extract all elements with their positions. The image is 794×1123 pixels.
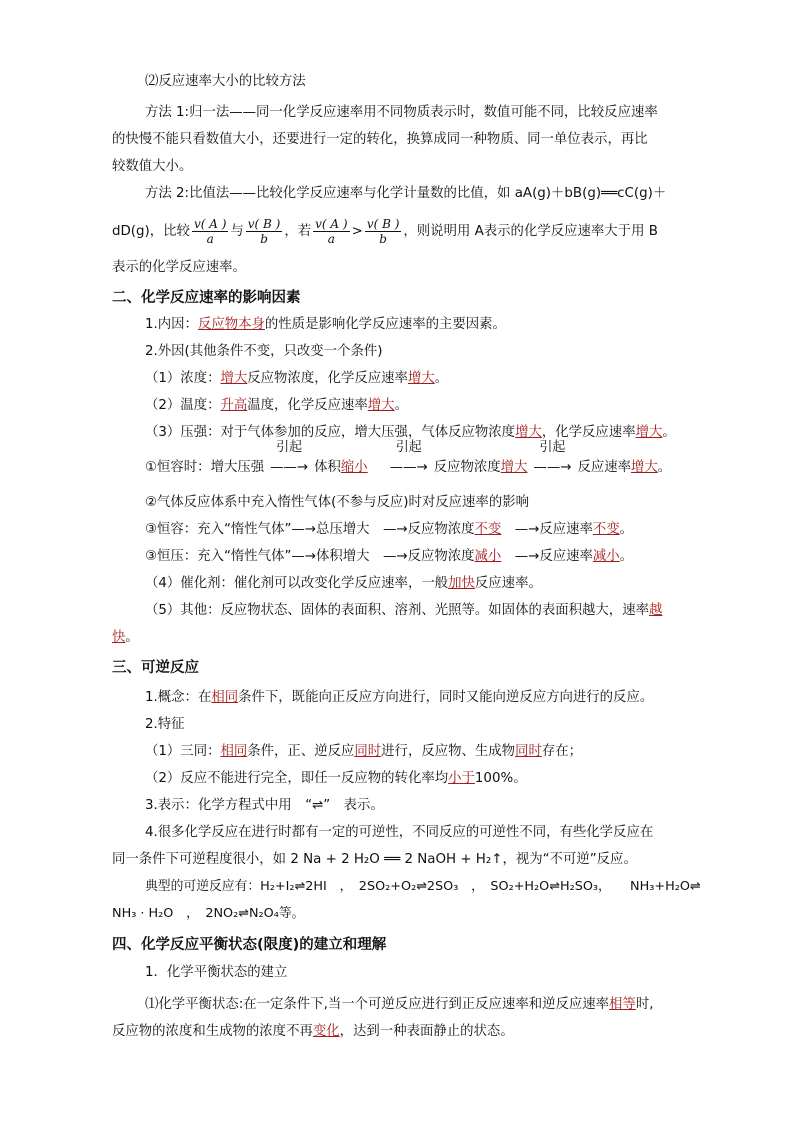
text: 反应速率。: [474, 576, 542, 591]
other-factors-cont: [112, 628, 139, 648]
text: ，化学反应速率: [541, 425, 636, 440]
answer-blank: 不变: [474, 522, 502, 537]
greater-than-sign: >: [351, 224, 363, 239]
arrow-icon: ——→: [270, 460, 309, 475]
arrow-icon: ——→: [533, 460, 572, 475]
text: （2）反应不能进行完全，即任一反应物的转化率均: [145, 771, 449, 786]
answer-blank: 增大: [631, 460, 658, 475]
catalyst-item: [145, 574, 542, 594]
text: 存在；: [541, 744, 583, 759]
arrow-icon: ——→: [389, 460, 428, 475]
text: 。: [434, 371, 449, 386]
concentration-item: [145, 369, 448, 389]
fraction-denominator: a: [327, 231, 335, 246]
text: 进行，反应物、生成物: [381, 744, 516, 759]
text: ③恒容：充入“惰性气体”—→总压增大 —→反应物浓度: [145, 522, 475, 537]
answer-blank: 反应物本身: [197, 317, 265, 332]
fraction-numerator: v( B ): [366, 216, 400, 231]
eq-def-line2: [112, 1022, 514, 1042]
method1-line2: 的快慢不能只看数值大小，还要进行一定的转化，换算成同一种物质、同一单位表示，再比: [112, 132, 648, 147]
fraction-va-over-a: [192, 217, 228, 246]
fraction-numerator: v( A ): [193, 216, 227, 231]
answer-blank: 增大: [367, 398, 395, 413]
method2-line2: [112, 212, 658, 252]
heading-factors: 二、化学反应速率的影响因素: [112, 290, 301, 306]
fraction-va-over-a-2: [313, 217, 349, 246]
note4-line1: 4.很多化学反应在进行时都有一定的可逆性，不同反应的可逆性不同，有些化学反应在: [145, 825, 654, 840]
fraction-denominator: b: [260, 231, 268, 246]
answer-blank: 缩小: [340, 460, 368, 475]
text: 温度，化学反应速率: [247, 398, 368, 413]
fraction-vb-over-b-2: [365, 217, 402, 246]
incomplete-line: [145, 769, 527, 789]
concept-line: [145, 688, 653, 708]
text: （1）三同：: [145, 744, 221, 759]
text: 。: [394, 398, 408, 413]
heading-equilibrium: 四、化学反应平衡状态(限度)的建立和理解: [112, 937, 387, 953]
answer-blank: 同时: [515, 744, 542, 759]
text: —→反应速率: [501, 522, 593, 537]
arrow-causes: [527, 440, 577, 478]
text: ⑴化学平衡状态:在一定条件下,当一个可逆反应进行到正反应速率和逆反应速率: [145, 997, 610, 1012]
text: 1.内因：: [145, 317, 198, 332]
eq-subtitle: 1．化学平衡状态的建立: [145, 965, 288, 980]
text: 反应物浓度，化学反应速率: [247, 371, 408, 386]
answer-blank: 增大: [515, 425, 542, 440]
temperature-item: [145, 396, 408, 416]
text: ③恒压：充入“惰性气体”—→体积增大 —→反应物浓度: [145, 549, 475, 564]
inert-constant-volume: [145, 520, 633, 540]
answer-blank: 增大: [407, 371, 435, 386]
fraction-denominator: a: [206, 231, 214, 246]
text: 体积: [314, 460, 341, 475]
three-same: [145, 742, 582, 762]
text: —→反应速率: [501, 549, 593, 564]
answer-blank: 小于: [448, 771, 475, 786]
method1-line1: 方法 1:归一法——同一化学反应速率用不同物质表示时，数值可能不同，比较反应速率: [145, 105, 658, 120]
method2-text-c: ，若: [284, 224, 312, 239]
arrow-causes: [384, 440, 434, 478]
answer-blank: 快: [112, 630, 126, 645]
text: （4）催化剂：催化剂可以改变化学反应速率，一般: [145, 576, 449, 591]
typical-line1: 典型的可逆反应有：H₂+I₂⇌2HI ， 2SO₂+O₂⇌2SO₃ ， SO₂+H₂O⇌H₂SO₃， NH₃+H₂O⇌: [145, 879, 701, 894]
internal-factor: [145, 315, 506, 335]
text: 的性质是影响化学反应速率的主要因素。: [264, 317, 506, 332]
answer-blank: 升高: [220, 398, 248, 413]
text: 。: [619, 549, 634, 564]
answer-blank: 同时: [354, 744, 382, 759]
text: （2）温度：: [145, 398, 221, 413]
text: 1.概念：在: [145, 690, 212, 705]
text: 条件下，既能向正反应方向进行，同时又能向逆反应方向进行的反应。: [238, 690, 654, 705]
arrow-label: 引起: [276, 440, 303, 455]
fraction-denominator: b: [379, 231, 387, 246]
external-factor: 2.外因(其他条件不变，只改变一个条件): [145, 344, 383, 359]
text: 反应物浓度: [433, 460, 501, 475]
text: ，达到一种表面静止的状态。: [339, 1024, 514, 1039]
fraction-vb-over-b: [246, 217, 283, 246]
answer-blank: 变化: [312, 1024, 340, 1039]
text: ①恒容时：增大压强: [145, 460, 265, 475]
text: 时,: [635, 997, 654, 1012]
answer-blank: 相同: [211, 690, 239, 705]
method2-line1: 方法 2:比值法——比较化学反应速率与化学计量数的比值，如 aA(g)＋bB(g)══cC(g)＋: [145, 186, 667, 201]
answer-blank: 减小: [592, 549, 620, 564]
inert-constant-pressure: [145, 547, 633, 567]
text: 。: [662, 425, 676, 440]
text: 反应物的浓度和生成物的浓度不再: [112, 1024, 313, 1039]
constant-volume-chain: [145, 440, 672, 478]
method2-text-d: ，则说明用 A表示的化学反应速率大于用 B: [403, 224, 658, 239]
typical-line2: NH₃ · H₂O ， 2NO₂⇌N₂O₄等。: [112, 906, 305, 921]
answer-blank: 相等: [609, 997, 636, 1012]
heading-reversible: 三、可逆反应: [112, 660, 199, 676]
subtitle-comparison-methods: ⑵反应速率大小的比较方法: [145, 74, 306, 89]
text: （1）浓度：: [145, 371, 221, 386]
method2-text-b: 与: [230, 224, 244, 239]
text: 100%。: [474, 771, 527, 786]
text: （3）压强：对于气体参加的反应，增大压强，气体反应物浓度: [145, 425, 516, 440]
method2-line3: 表示的化学反应速率。: [112, 260, 246, 275]
fraction-numerator: v( B ): [247, 216, 281, 231]
note4-line2: 同一条件下可逆程度很小，如 2 Na + 2 H₂O ══ 2 NaOH + H₂↑，视为“不可逆”反应。: [112, 852, 637, 867]
arrow-causes: [264, 440, 314, 478]
text: 。: [619, 522, 634, 537]
answer-blank: 增大: [500, 460, 528, 475]
answer-blank: 相同: [220, 744, 248, 759]
answer-blank: 加快: [448, 576, 475, 591]
arrow-label: 引起: [395, 440, 422, 455]
text: 。: [125, 630, 139, 645]
text: 条件，正、逆反应: [247, 744, 355, 759]
text: （5）其他：反应物状态、固体的表面积、溶剂、光照等。如固体的表面积越大，速率: [145, 603, 649, 618]
answer-blank: 不变: [592, 522, 620, 537]
representation-line: 3.表示：化学方程式中用 “⇌” 表示。: [145, 798, 384, 813]
answer-blank: 越: [648, 603, 663, 618]
inert-gas-title: ②气体反应体系中充入惰性气体(不参与反应)时对反应速率的影响: [145, 495, 529, 510]
text: 。: [657, 460, 672, 475]
method1-line3: 较数值大小。: [112, 159, 193, 174]
method2-text-a: dD(g)，比较: [112, 224, 190, 239]
text: 反应速率: [577, 460, 631, 475]
answer-blank: 增大: [635, 425, 663, 440]
features-title: 2.特征: [145, 717, 185, 732]
answer-blank: 增大: [220, 371, 248, 386]
fraction-numerator: v( A ): [315, 216, 348, 231]
answer-blank: 减小: [474, 549, 502, 564]
arrow-label: 引起: [539, 440, 566, 455]
eq-def-line1: [145, 995, 653, 1015]
other-factors: [145, 601, 662, 621]
